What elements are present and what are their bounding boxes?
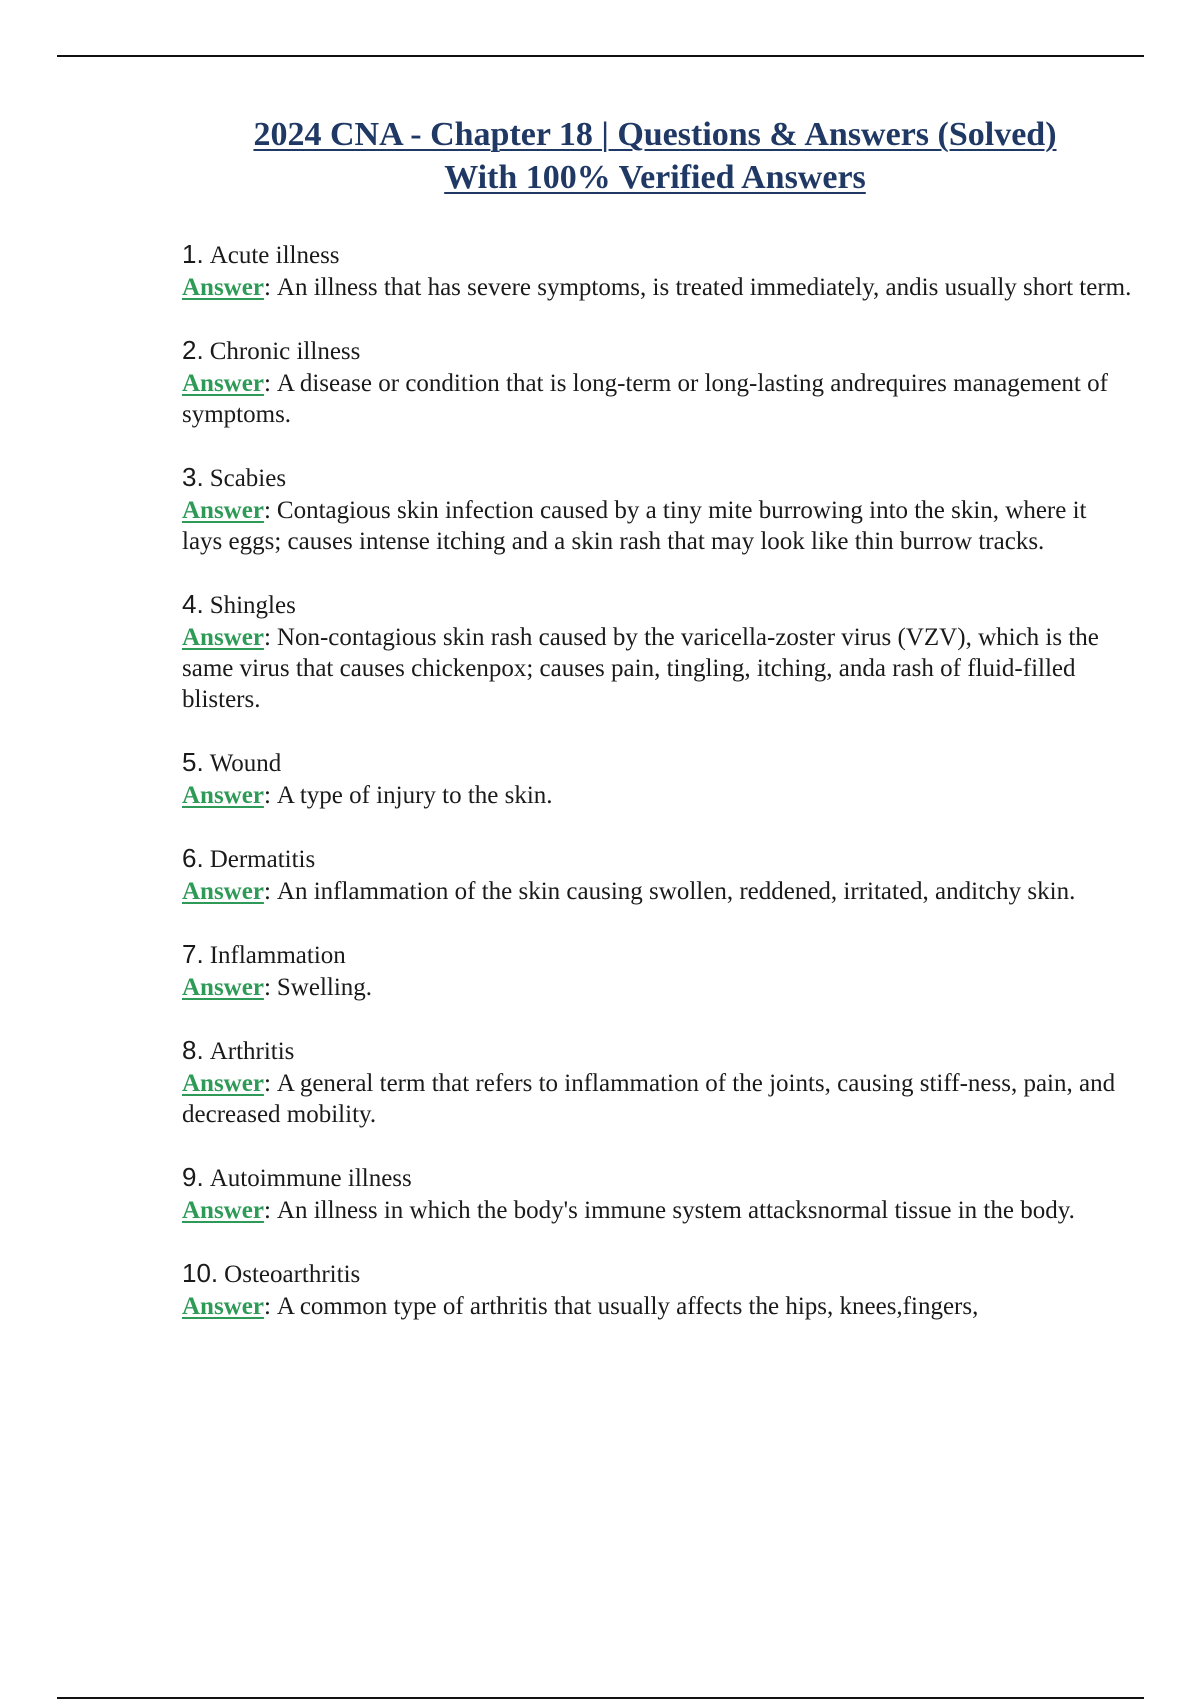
answer-text: An illness that has severe symptoms, is treated immediately, andis usually short term. bbox=[276, 274, 1132, 301]
question-line bbox=[182, 1257, 1132, 1291]
question-term: Autoimmune illness bbox=[209, 1165, 412, 1192]
answer-colon: : bbox=[263, 274, 271, 301]
answer-label: Answer bbox=[182, 274, 264, 301]
qa-item bbox=[182, 938, 1132, 1003]
answer-label: Answer bbox=[182, 497, 264, 524]
question-number: 1. bbox=[182, 239, 204, 269]
answer-colon: : bbox=[263, 1070, 271, 1097]
answer-label: Answer bbox=[182, 1070, 264, 1097]
answer-label: Answer bbox=[182, 370, 264, 397]
qa-item bbox=[182, 334, 1132, 430]
answer-colon: : bbox=[263, 974, 271, 1001]
answer-text: An illness in which the body's immune system attacksnormal tissue in the body. bbox=[276, 1197, 1075, 1224]
question-term: Scabies bbox=[209, 465, 287, 492]
qa-item bbox=[182, 1257, 1132, 1322]
answer-label: Answer bbox=[182, 878, 264, 905]
question-number: 7. bbox=[182, 939, 204, 969]
answer-text: Contagious skin infection caused by a tiny mite burrowing into the skin, where it lays eggs; causes intense itching and a skin rash that may look like thin burrow tracks. bbox=[182, 497, 1087, 555]
answer-line bbox=[182, 495, 1132, 557]
question-term: Shingles bbox=[209, 592, 296, 619]
answer-colon: : bbox=[263, 878, 271, 905]
answer-line bbox=[182, 1195, 1132, 1226]
answer-label: Answer bbox=[182, 1197, 264, 1224]
question-term: Acute illness bbox=[209, 242, 340, 269]
qa-item bbox=[182, 1161, 1132, 1226]
question-line bbox=[182, 588, 1132, 622]
title-line-2: With 100% Verified Answers bbox=[444, 159, 866, 196]
question-term: Dermatitis bbox=[209, 846, 316, 873]
answer-label: Answer bbox=[182, 782, 264, 809]
question-number: 3. bbox=[182, 462, 204, 492]
question-number: 6. bbox=[182, 843, 204, 873]
question-line bbox=[182, 461, 1132, 495]
answer-colon: : bbox=[263, 370, 271, 397]
answer-colon: : bbox=[263, 624, 271, 651]
question-term: Inflammation bbox=[209, 942, 346, 969]
question-term: Chronic illness bbox=[209, 338, 361, 365]
answer-label: Answer bbox=[182, 624, 264, 651]
question-term: Wound bbox=[209, 750, 282, 777]
answer-line bbox=[182, 272, 1132, 303]
document-title bbox=[150, 113, 1160, 199]
question-number: 8. bbox=[182, 1035, 204, 1065]
answer-text: A general term that refers to inflammation of the joints, causing stiff-ness, pain, and decreased mobility. bbox=[182, 1070, 1116, 1128]
answer-line bbox=[182, 972, 1132, 1003]
answer-line bbox=[182, 622, 1132, 715]
question-number: 5. bbox=[182, 747, 204, 777]
question-line bbox=[182, 238, 1132, 272]
top-divider bbox=[57, 55, 1144, 57]
answer-text: A disease or condition that is long-term or long-lasting andrequires management of symptoms. bbox=[182, 370, 1108, 428]
qa-item bbox=[182, 746, 1132, 811]
answer-line bbox=[182, 1068, 1132, 1130]
question-number: 10. bbox=[182, 1258, 219, 1288]
answer-text: Swelling. bbox=[276, 974, 373, 1001]
question-number: 4. bbox=[182, 589, 204, 619]
question-line bbox=[182, 746, 1132, 780]
answer-text: A type of injury to the skin. bbox=[276, 782, 553, 809]
qa-item bbox=[182, 461, 1132, 557]
answer-colon: : bbox=[263, 1293, 271, 1320]
question-line bbox=[182, 1161, 1132, 1195]
qa-item bbox=[182, 1034, 1132, 1130]
title-line-1: 2024 CNA - Chapter 18 | Questions & Answers (Solved) bbox=[253, 116, 1057, 153]
answer-label: Answer bbox=[182, 974, 264, 1001]
answer-text: An inflammation of the skin causing swollen, reddened, irritated, anditchy skin. bbox=[276, 878, 1076, 905]
question-term: Arthritis bbox=[209, 1038, 295, 1065]
bottom-divider bbox=[57, 1697, 1144, 1699]
qa-item bbox=[182, 842, 1132, 907]
answer-line bbox=[182, 368, 1132, 430]
question-number: 9. bbox=[182, 1162, 204, 1192]
qa-list bbox=[182, 238, 1132, 1353]
question-line bbox=[182, 334, 1132, 368]
question-line bbox=[182, 938, 1132, 972]
answer-colon: : bbox=[263, 497, 271, 524]
answer-line bbox=[182, 1291, 1132, 1322]
question-number: 2. bbox=[182, 335, 204, 365]
question-line bbox=[182, 1034, 1132, 1068]
answer-line bbox=[182, 780, 1132, 811]
qa-item bbox=[182, 238, 1132, 303]
question-term: Osteoarthritis bbox=[224, 1261, 361, 1288]
answer-colon: : bbox=[263, 782, 271, 809]
question-line bbox=[182, 842, 1132, 876]
answer-label: Answer bbox=[182, 1293, 264, 1320]
answer-text: A common type of arthritis that usually affects the hips, knees,fingers, bbox=[276, 1293, 979, 1320]
answer-colon: : bbox=[263, 1197, 271, 1224]
answer-line bbox=[182, 876, 1132, 907]
answer-text: Non-contagious skin rash caused by the varicella-zoster virus (VZV), which is the same virus that causes chickenpox; causes pain, tingling, itching, anda rash of fluid-filled blisters. bbox=[182, 624, 1099, 713]
qa-item bbox=[182, 588, 1132, 715]
